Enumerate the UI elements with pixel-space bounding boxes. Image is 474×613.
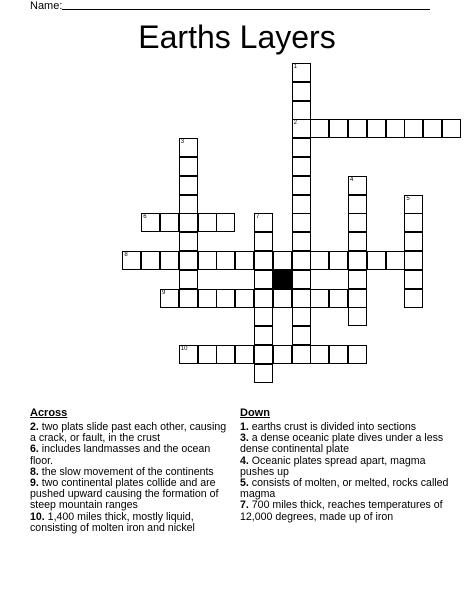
grid-cell[interactable] (198, 289, 217, 308)
grid-cell[interactable] (404, 232, 423, 251)
down-heading: Down (240, 407, 270, 419)
grid-cell[interactable] (348, 213, 367, 232)
grid-cell[interactable] (179, 251, 198, 270)
grid-cell[interactable] (198, 345, 217, 364)
grid-cell[interactable] (254, 251, 273, 270)
clue-number: 3 (180, 139, 185, 146)
clue-number: 10 (180, 346, 188, 352)
grid-cell[interactable] (329, 251, 348, 270)
grid-cell[interactable] (179, 157, 198, 176)
grid-cell[interactable] (254, 289, 273, 308)
grid-cell[interactable] (292, 307, 311, 326)
clue-num: 6. (30, 443, 42, 456)
grid-cell[interactable] (292, 213, 311, 232)
clue-text: two continental plates collide and are pushed upward causing the formation of steep mountain ranges (30, 477, 219, 512)
clue-number: 7 (256, 214, 260, 221)
clue-num: 9. (30, 477, 42, 490)
grid-cell[interactable] (179, 289, 198, 308)
grid-cell[interactable] (404, 251, 423, 270)
grid-cell[interactable] (141, 251, 160, 270)
grid-cell[interactable] (386, 119, 405, 138)
grid-cell[interactable] (160, 289, 179, 308)
grid-cell[interactable] (348, 119, 367, 138)
grid-cell[interactable] (310, 289, 329, 308)
clue-text: 700 miles thick, reaches temperatures of 12,000 degrees, made up of iron (240, 499, 443, 523)
clue-text: includes landmasses and the ocean floor. (30, 443, 211, 467)
clue-text: the slow movement of the continents (41, 465, 214, 478)
clue-text: two plats slide past each other, causing a crack, or fault, in the crust (30, 421, 227, 445)
grid-cell[interactable] (198, 251, 217, 270)
grid-cell[interactable] (254, 270, 273, 289)
clue-number: 4 (350, 176, 354, 183)
clue-item (30, 478, 230, 512)
grid-cell[interactable] (254, 213, 273, 232)
grid-cell[interactable] (404, 270, 423, 289)
clue-item (240, 478, 450, 500)
clue-num: 3. (240, 432, 252, 445)
grid-cell[interactable] (292, 63, 311, 82)
grid-cell[interactable] (423, 119, 442, 138)
clue-number: 8 (124, 252, 128, 258)
clue-item (30, 422, 230, 444)
grid-cell[interactable] (235, 289, 254, 308)
clue-item (240, 456, 450, 478)
grid-cell[interactable] (348, 270, 367, 289)
grid-cell[interactable] (292, 195, 311, 214)
puzzle-title: Earths Layers (138, 19, 336, 55)
clue-text: Oceanic plates spread apart, magma pushes up (240, 454, 426, 478)
clue-num: 5. (240, 477, 252, 490)
clue-text: a dense oceanic plate dives under a less dense continental plate (240, 432, 444, 456)
clue-number: 1 (293, 64, 297, 70)
grid-cell[interactable] (160, 251, 179, 270)
grid-cell[interactable] (273, 345, 292, 364)
grid-cell[interactable] (404, 289, 423, 308)
grid-cell[interactable] (292, 251, 311, 270)
clue-number: 9 (162, 289, 166, 296)
grid-cell[interactable] (254, 345, 273, 364)
grid-cell[interactable] (310, 119, 329, 138)
grid-cell[interactable] (198, 213, 217, 232)
grid-cell[interactable] (348, 176, 367, 195)
grid-cell[interactable] (329, 119, 348, 138)
grid-cell[interactable] (292, 138, 311, 157)
grid-cell[interactable] (254, 307, 273, 326)
grid-cell[interactable] (404, 213, 423, 232)
grid-cell[interactable] (122, 251, 141, 270)
down-clues (240, 407, 450, 523)
grid-cell[interactable] (179, 138, 198, 157)
grid-cell[interactable] (179, 176, 198, 195)
grid-cell[interactable] (254, 326, 273, 345)
clue-item (30, 512, 230, 534)
grid-cell[interactable] (348, 289, 367, 308)
clue-item (240, 433, 450, 455)
grid-cell[interactable] (254, 364, 273, 383)
clue-number: 5 (406, 195, 410, 202)
clue-text: 1,400 miles thick, mostly liquid, consisting of molten iron and nickel (30, 510, 195, 534)
clue-text: earths crust is divided into sections (251, 421, 417, 433)
grid-cell[interactable] (216, 213, 235, 232)
clue-num: 10. (30, 510, 48, 523)
grid-cell[interactable] (254, 232, 273, 251)
grid-cell[interactable] (367, 251, 386, 270)
grid-cell[interactable] (348, 195, 367, 214)
clue-num: 2. (30, 421, 42, 433)
grid-cell[interactable] (386, 251, 405, 270)
grid-cell[interactable] (273, 251, 292, 270)
grid-cell[interactable] (292, 82, 311, 101)
across-clues (30, 407, 230, 534)
clue-item (240, 500, 450, 522)
grid-cell[interactable] (216, 289, 235, 308)
grid-cell[interactable] (141, 213, 160, 232)
clue-number: 6 (143, 214, 147, 221)
grid-cell[interactable] (216, 345, 235, 364)
grid-cell[interactable] (348, 345, 367, 364)
grid-cell[interactable] (292, 157, 311, 176)
grid-cell[interactable] (292, 345, 311, 364)
grid-cell[interactable] (329, 289, 348, 308)
grid-cell[interactable] (348, 232, 367, 251)
grid-cell[interactable] (292, 232, 311, 251)
grid-cell[interactable] (442, 119, 461, 138)
across-heading: Across (30, 407, 68, 419)
grid-cell[interactable] (292, 270, 311, 289)
grid-cell[interactable] (216, 251, 235, 270)
grid-cell[interactable] (292, 176, 311, 195)
grid-cell[interactable] (292, 101, 311, 120)
grid-cell[interactable] (367, 119, 386, 138)
grid-cell[interactable] (348, 251, 367, 270)
grid-cell[interactable] (179, 213, 198, 232)
grid-cell[interactable] (235, 345, 254, 364)
clue-num: 8. (30, 465, 42, 478)
clue-text: consists of molten, or melted, rocks called magma (240, 477, 449, 501)
grid-cell[interactable] (179, 195, 198, 214)
blocked-cell (273, 270, 292, 289)
clue-num: 4. (240, 454, 252, 467)
grid-cell[interactable] (404, 195, 423, 214)
grid-cell[interactable] (329, 345, 348, 364)
grid-cell[interactable] (292, 119, 311, 138)
grid-cell[interactable] (273, 289, 292, 308)
grid-cell[interactable] (160, 213, 179, 232)
clue-item (30, 444, 230, 466)
grid-cell[interactable] (179, 270, 198, 289)
clue-num: 1. (240, 421, 252, 433)
grid-cell[interactable] (235, 251, 254, 270)
name-label: Name: (30, 0, 63, 12)
grid-cell[interactable] (179, 232, 198, 251)
grid-cell[interactable] (179, 345, 198, 364)
grid-cell[interactable] (404, 119, 423, 138)
grid-cell[interactable] (310, 251, 329, 270)
grid-cell[interactable] (310, 345, 329, 364)
grid-cell[interactable] (292, 289, 311, 308)
clue-number: 2 (293, 120, 297, 127)
clue-num: 7. (240, 499, 252, 512)
grid-cell[interactable] (292, 326, 311, 345)
grid-cell[interactable] (348, 307, 367, 326)
